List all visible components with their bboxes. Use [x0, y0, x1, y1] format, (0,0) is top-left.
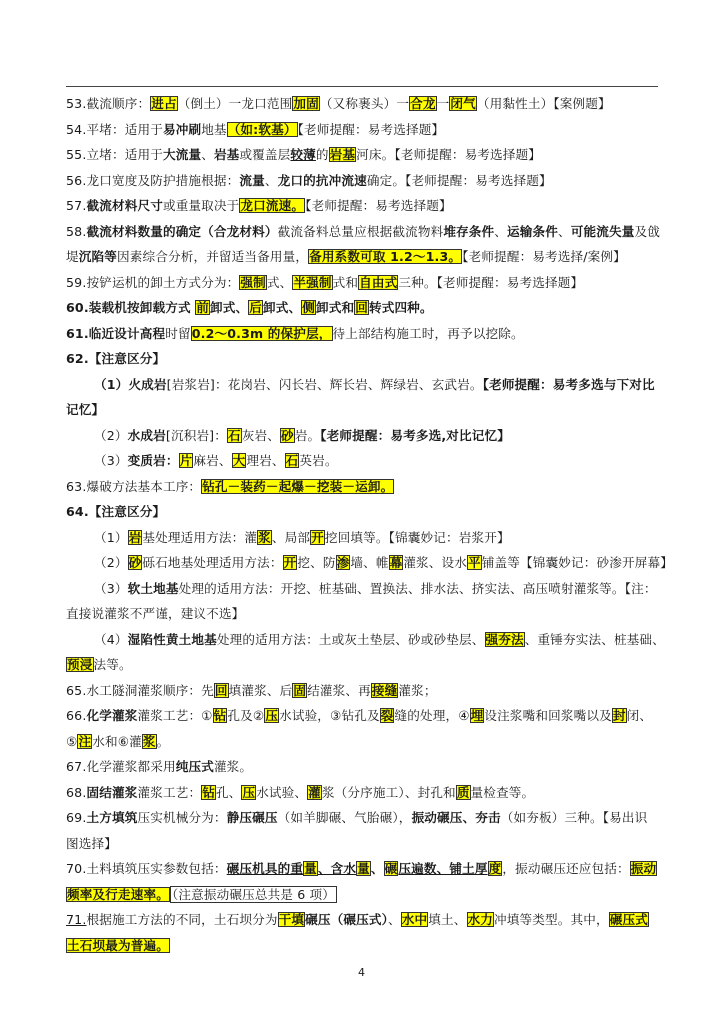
text-span: 麻岩、: [193, 453, 232, 468]
text-span: 66.: [66, 708, 87, 723]
text-span: 灰岩、: [241, 427, 280, 443]
text-span: 灌浆、设水: [403, 555, 468, 570]
text-span: 变质岩：: [127, 453, 179, 468]
text-span: 土方填筑: [86, 810, 138, 825]
text-span: ，振动碾压还应包括：: [502, 861, 630, 876]
text-span: （1）: [94, 529, 128, 545]
text-span: 60.装载机按卸载方式: [66, 300, 196, 315]
text-span: 【老师提醒：易考选择题】: [305, 198, 452, 213]
highlighted-text: 度: [488, 861, 502, 876]
highlighted-text: 龙口流速。: [240, 198, 305, 213]
text-span: 。: [156, 733, 170, 749]
text-span: 砾石地基处理适用方法：: [142, 555, 283, 570]
text-span: 固结灌浆: [86, 784, 138, 800]
highlighted-text: 0.2～0.3m 的保护层，: [191, 325, 332, 341]
highlighted-text: 大: [232, 453, 246, 468]
text-line: [66, 576, 660, 602]
text-span: 碾压（碾压式）: [305, 912, 389, 927]
text-span: ⑤: [66, 733, 78, 749]
text-span: 河床。【老师提醒：易考选择题】: [356, 147, 542, 162]
text-span: （3）: [94, 580, 128, 596]
text-span: 水和⑥灌: [92, 733, 142, 749]
text-line: [66, 168, 660, 194]
text-line: [66, 499, 660, 525]
highlighted-text: 压: [265, 708, 279, 723]
text-line: [66, 193, 660, 219]
text-span: 英岩。: [299, 453, 338, 468]
text-span: 68.: [66, 784, 87, 800]
text-span: 63.: [66, 478, 87, 494]
text-span: 、重锤夯实法、桩基础、: [524, 631, 665, 647]
text-span: 冲填等类型。其中，: [494, 912, 609, 927]
text-span: 法等。: [93, 657, 132, 672]
text-span: 时留: [165, 325, 191, 341]
text-line: [66, 882, 660, 908]
text-span: 处理的适用方法：开挖、桩基础、置换法、排水法、挤实法、高压喷射灌浆等。【注：: [178, 580, 657, 596]
highlighted-text: 水力: [467, 912, 494, 927]
text-span: 71.: [66, 912, 87, 927]
text-span: 水试验，③钻孔及: [279, 708, 380, 723]
text-span: 61.临近设计高程: [66, 325, 166, 341]
text-span: 及戗: [634, 223, 660, 239]
text-span: 式、: [266, 274, 293, 290]
highlighted-text: 裂: [380, 708, 394, 723]
text-span: 量检查等。: [470, 784, 535, 800]
text-span: 转式四种。: [368, 300, 433, 315]
text-span: 卸式、: [262, 300, 302, 315]
text-line: [66, 907, 660, 933]
highlighted-text: 砂: [280, 427, 294, 443]
text-span: 直接说灌浆不严谨，建议不选】: [66, 606, 245, 621]
text-span: 振动碾压、夯击: [411, 810, 501, 825]
highlighted-text: 渗: [336, 555, 350, 570]
text-span: 三种。【老师提醒：易考选择题】: [398, 274, 584, 290]
highlighted-text: 片: [179, 453, 193, 468]
highlighted-text: 侧: [302, 300, 315, 315]
text-span: 湿陷性黄土地基: [127, 631, 217, 647]
text-span: 62.【注意区分】: [66, 351, 166, 366]
highlighted-text: 回: [355, 300, 368, 315]
highlighted-text: 浆: [258, 529, 271, 545]
highlighted-text: 振动: [630, 861, 657, 876]
text-line: [66, 652, 660, 678]
text-line: [66, 346, 660, 372]
text-line: [66, 703, 660, 729]
text-line: [66, 678, 660, 704]
text-span: 64.【注意区分】: [66, 504, 166, 519]
highlighted-text: 量: [304, 861, 317, 876]
text-span: 填灌浆、后: [228, 682, 293, 698]
text-span: 因素综合分析，并留适当备用量，: [116, 249, 309, 264]
text-line: [66, 754, 660, 780]
highlighted-text: 回: [214, 682, 228, 698]
highlighted-text: 前: [196, 300, 209, 315]
highlighted-text: 土石坝最为普遍。: [67, 937, 169, 953]
text-span: 、含水: [317, 861, 357, 876]
text-span: 、: [370, 861, 384, 876]
text-span: 65.水工隧洞灌浆顺序：先: [66, 682, 214, 698]
text-line: [66, 91, 660, 117]
highlighted-text: 强夯法: [485, 631, 524, 647]
highlighted-text: 碾: [384, 861, 398, 876]
highlighted-text: 岩: [128, 529, 142, 545]
text-span: 67.: [66, 759, 87, 774]
text-span: 纯压式: [175, 759, 214, 774]
text-span: （2）: [94, 555, 128, 570]
text-line: [66, 525, 660, 551]
text-span: 卸式、: [210, 300, 249, 315]
text-span: 待上部结构施工时，再予以挖除。: [332, 325, 524, 341]
text-span: 孔、: [215, 784, 242, 800]
text-span: 爆破方法基本工序：: [86, 478, 202, 494]
text-span: 截流材料尺寸: [86, 198, 163, 213]
highlighted-text: 加固: [293, 96, 319, 111]
text-line: [66, 372, 660, 398]
highlighted-text: 量: [357, 861, 370, 876]
highlighted-text: 幕: [389, 555, 403, 570]
text-span: 流量: [239, 172, 265, 188]
text-span: 【老师提醒：易考多选与下对比: [482, 376, 655, 392]
text-line: [66, 729, 660, 755]
highlighted-text: 强制: [240, 274, 266, 290]
text-span: 孔及②: [227, 708, 265, 723]
highlighted-text: 频率及行走速率。: [67, 886, 169, 902]
text-span: 压实机械分为：: [137, 810, 227, 825]
text-span: 理岩、: [246, 453, 285, 468]
highlighted-text: 进占: [151, 96, 177, 111]
highlighted-text: 固: [293, 682, 307, 698]
text-span: 水试验、: [256, 784, 308, 800]
text-span: 沉陷等: [78, 249, 117, 264]
text-span: 截流备料总量应根据截流物料: [277, 223, 444, 239]
text-span: 根据施工方法的不同，土石坝分为: [86, 912, 278, 927]
text-span: 铺盖等【锦囊妙记：砂渗开屏幕】: [481, 555, 673, 570]
highlighted-text: 开: [311, 529, 324, 545]
highlighted-text: 后: [249, 300, 262, 315]
highlighted-text: 接缝: [371, 682, 398, 698]
text-span: 堆存条件: [443, 223, 495, 239]
text-span: 运输条件: [507, 223, 559, 239]
text-span: 岩。: [294, 427, 321, 443]
highlighted-text: 自由式: [359, 274, 398, 290]
text-span: （4）: [94, 631, 128, 647]
text-line: [66, 780, 660, 806]
text-line: [66, 117, 660, 143]
text-span: 龙口的抗冲流速: [277, 172, 367, 188]
text-span: （用黏性土）【案例题】: [476, 96, 611, 111]
text-span: （又称裹头）一: [319, 96, 410, 111]
text-span: （注意振动碾压总共是 6 项）: [171, 886, 336, 902]
highlighted-text: 平: [468, 555, 481, 570]
text-span: （如羊脚碾、气胎碾），: [277, 810, 412, 825]
text-span: 较薄: [290, 147, 316, 162]
text-span: （如夯板）三种。【易出识: [500, 810, 648, 825]
highlighted-text: 砂: [128, 555, 142, 570]
text-line: [66, 627, 665, 653]
text-span: 静压碾压: [226, 810, 278, 825]
text-span: 55.立堵：适用于: [66, 147, 163, 162]
highlighted-text: 开: [283, 555, 297, 570]
text-span: 岩基: [213, 147, 240, 162]
highlighted-text: 浆: [142, 733, 156, 749]
highlighted-text: （如:软基）: [227, 121, 297, 137]
text-span: 灌浆工艺：: [137, 784, 202, 800]
text-span: 一: [436, 96, 450, 111]
text-span: 易冲刷: [162, 121, 202, 137]
highlighted-text: 半强制: [293, 274, 332, 290]
text-span: 堤: [66, 249, 79, 264]
highlighted-text: 钻: [213, 708, 227, 723]
text-line: [66, 933, 660, 959]
text-span: 、局部: [271, 529, 311, 545]
text-line: [66, 219, 660, 245]
text-span: 、: [264, 172, 278, 188]
text-span: 填土、: [428, 912, 467, 927]
text-span: 70.土料填筑压实参数包括：: [66, 861, 227, 876]
highlighted-text: 质: [456, 784, 470, 800]
text-span: 墙、帷: [350, 555, 389, 570]
text-span: [岩浆岩]：花岗岩、闪长岩、辉长岩、辉绿岩、玄武岩。: [166, 376, 483, 392]
text-span: 、: [201, 147, 214, 162]
highlighted-text: 灌: [308, 784, 321, 800]
text-line: [66, 856, 660, 882]
text-span: 57.: [66, 198, 87, 213]
text-span: [沉积岩]：: [165, 427, 227, 443]
highlighted-text: 备用系数可取 1.2～1.3。: [309, 249, 462, 264]
text-span: 的: [315, 147, 329, 162]
text-span: 式和: [332, 274, 359, 290]
page-content: [66, 91, 673, 958]
text-span: 灌浆。: [213, 759, 253, 774]
text-span: （2）: [94, 427, 128, 443]
text-span: 缝的处理，④: [394, 708, 470, 723]
page-number: 4: [358, 966, 365, 979]
highlighted-text: 封: [612, 708, 626, 723]
highlighted-text: 闭气: [450, 96, 476, 111]
text-line: [66, 831, 660, 857]
text-line: [66, 550, 673, 576]
text-span: 、: [388, 912, 401, 927]
text-span: 闭、: [626, 708, 653, 723]
text-span: 基处理适用方法：灌: [142, 529, 258, 545]
highlighted-text: 合龙: [410, 96, 436, 111]
text-line: [66, 474, 660, 500]
text-span: 灌浆；: [398, 682, 437, 698]
highlighted-text: 碾压式: [609, 912, 648, 927]
text-line: [66, 321, 660, 347]
text-span: 软土地基: [127, 580, 179, 596]
text-span: 、: [558, 223, 571, 239]
text-line: [66, 805, 660, 831]
text-line: [66, 142, 660, 168]
text-span: 处理的适用方法：土或灰土垫层、砂或砂垫层、: [216, 631, 485, 647]
text-span: 图选择】: [66, 835, 117, 851]
highlighted-text: 干填: [278, 912, 305, 927]
text-span: 【老师提醒：易考选择题】: [297, 121, 445, 137]
text-line: [66, 448, 660, 474]
text-line: [66, 397, 660, 423]
text-line: [66, 270, 660, 296]
text-span: 挖回填等。【锦囊妙记：岩浆开】: [324, 529, 510, 545]
highlighted-text: 水中: [401, 912, 428, 927]
text-line: [66, 244, 660, 270]
text-span: 压遍数、铺土厚: [398, 861, 488, 876]
text-span: 58.: [66, 223, 87, 239]
text-span: 大流量: [162, 147, 202, 162]
text-span: （1）火成岩: [94, 376, 167, 392]
text-line: [66, 295, 660, 321]
highlighted-text: 钻孔－装药－起爆－挖装－运卸。: [202, 478, 394, 494]
text-span: 设注浆嘴和回浆嘴以及: [484, 708, 612, 723]
text-span: 确定。【老师提醒：易考选择题】: [366, 172, 552, 188]
text-span: 可能流失量: [570, 223, 635, 239]
highlighted-text: 预浸: [67, 657, 93, 672]
header-rule: [66, 86, 658, 87]
text-span: 59.按铲运机的卸土方式分为：: [66, 274, 240, 290]
text-span: （倒土）一龙口范围: [177, 96, 293, 111]
text-span: 灌浆工艺：①: [137, 708, 213, 723]
text-span: 卸式和: [315, 300, 355, 315]
text-line: [66, 601, 660, 627]
text-span: 截流材料数量的确定（合龙材料）: [86, 223, 278, 239]
text-span: 地基: [201, 121, 227, 137]
text-span: 54.平堵：适用于: [66, 121, 163, 137]
highlighted-text: 注: [78, 733, 92, 749]
text-span: 挖、防: [297, 555, 336, 570]
highlighted-text: 石: [228, 427, 241, 443]
text-span: 、: [494, 223, 508, 239]
text-span: 56.龙口宽度及防护措施根据：: [66, 172, 240, 188]
text-span: 【老师提醒：易考多选,对比记忆】: [320, 427, 511, 443]
text-span: 浆（分序施工）、封孔和: [321, 784, 456, 800]
text-line: [66, 423, 660, 449]
text-span: 53.截流顺序：: [66, 96, 151, 111]
text-span: 化学灌浆: [86, 708, 138, 723]
text-span: 水成岩: [127, 427, 166, 443]
text-span: 或重量取决于: [162, 198, 240, 213]
text-span: 碾压机具的重: [226, 861, 304, 876]
text-span: 化学灌浆都采用: [86, 759, 176, 774]
highlighted-text: 石: [285, 453, 299, 468]
text-span: （3）: [94, 453, 128, 468]
highlighted-text: 压: [242, 784, 256, 800]
highlighted-text: 埋: [470, 708, 484, 723]
text-span: 结灌浆、再: [307, 682, 371, 698]
text-span: 【老师提醒：易考选择/案例】: [462, 249, 626, 264]
text-span: 记忆】: [66, 402, 105, 417]
highlighted-text: 钻: [202, 784, 215, 800]
text-span: 69.: [66, 810, 87, 825]
text-span: 或覆盖层: [239, 147, 291, 162]
highlighted-text: 岩基: [329, 147, 356, 162]
